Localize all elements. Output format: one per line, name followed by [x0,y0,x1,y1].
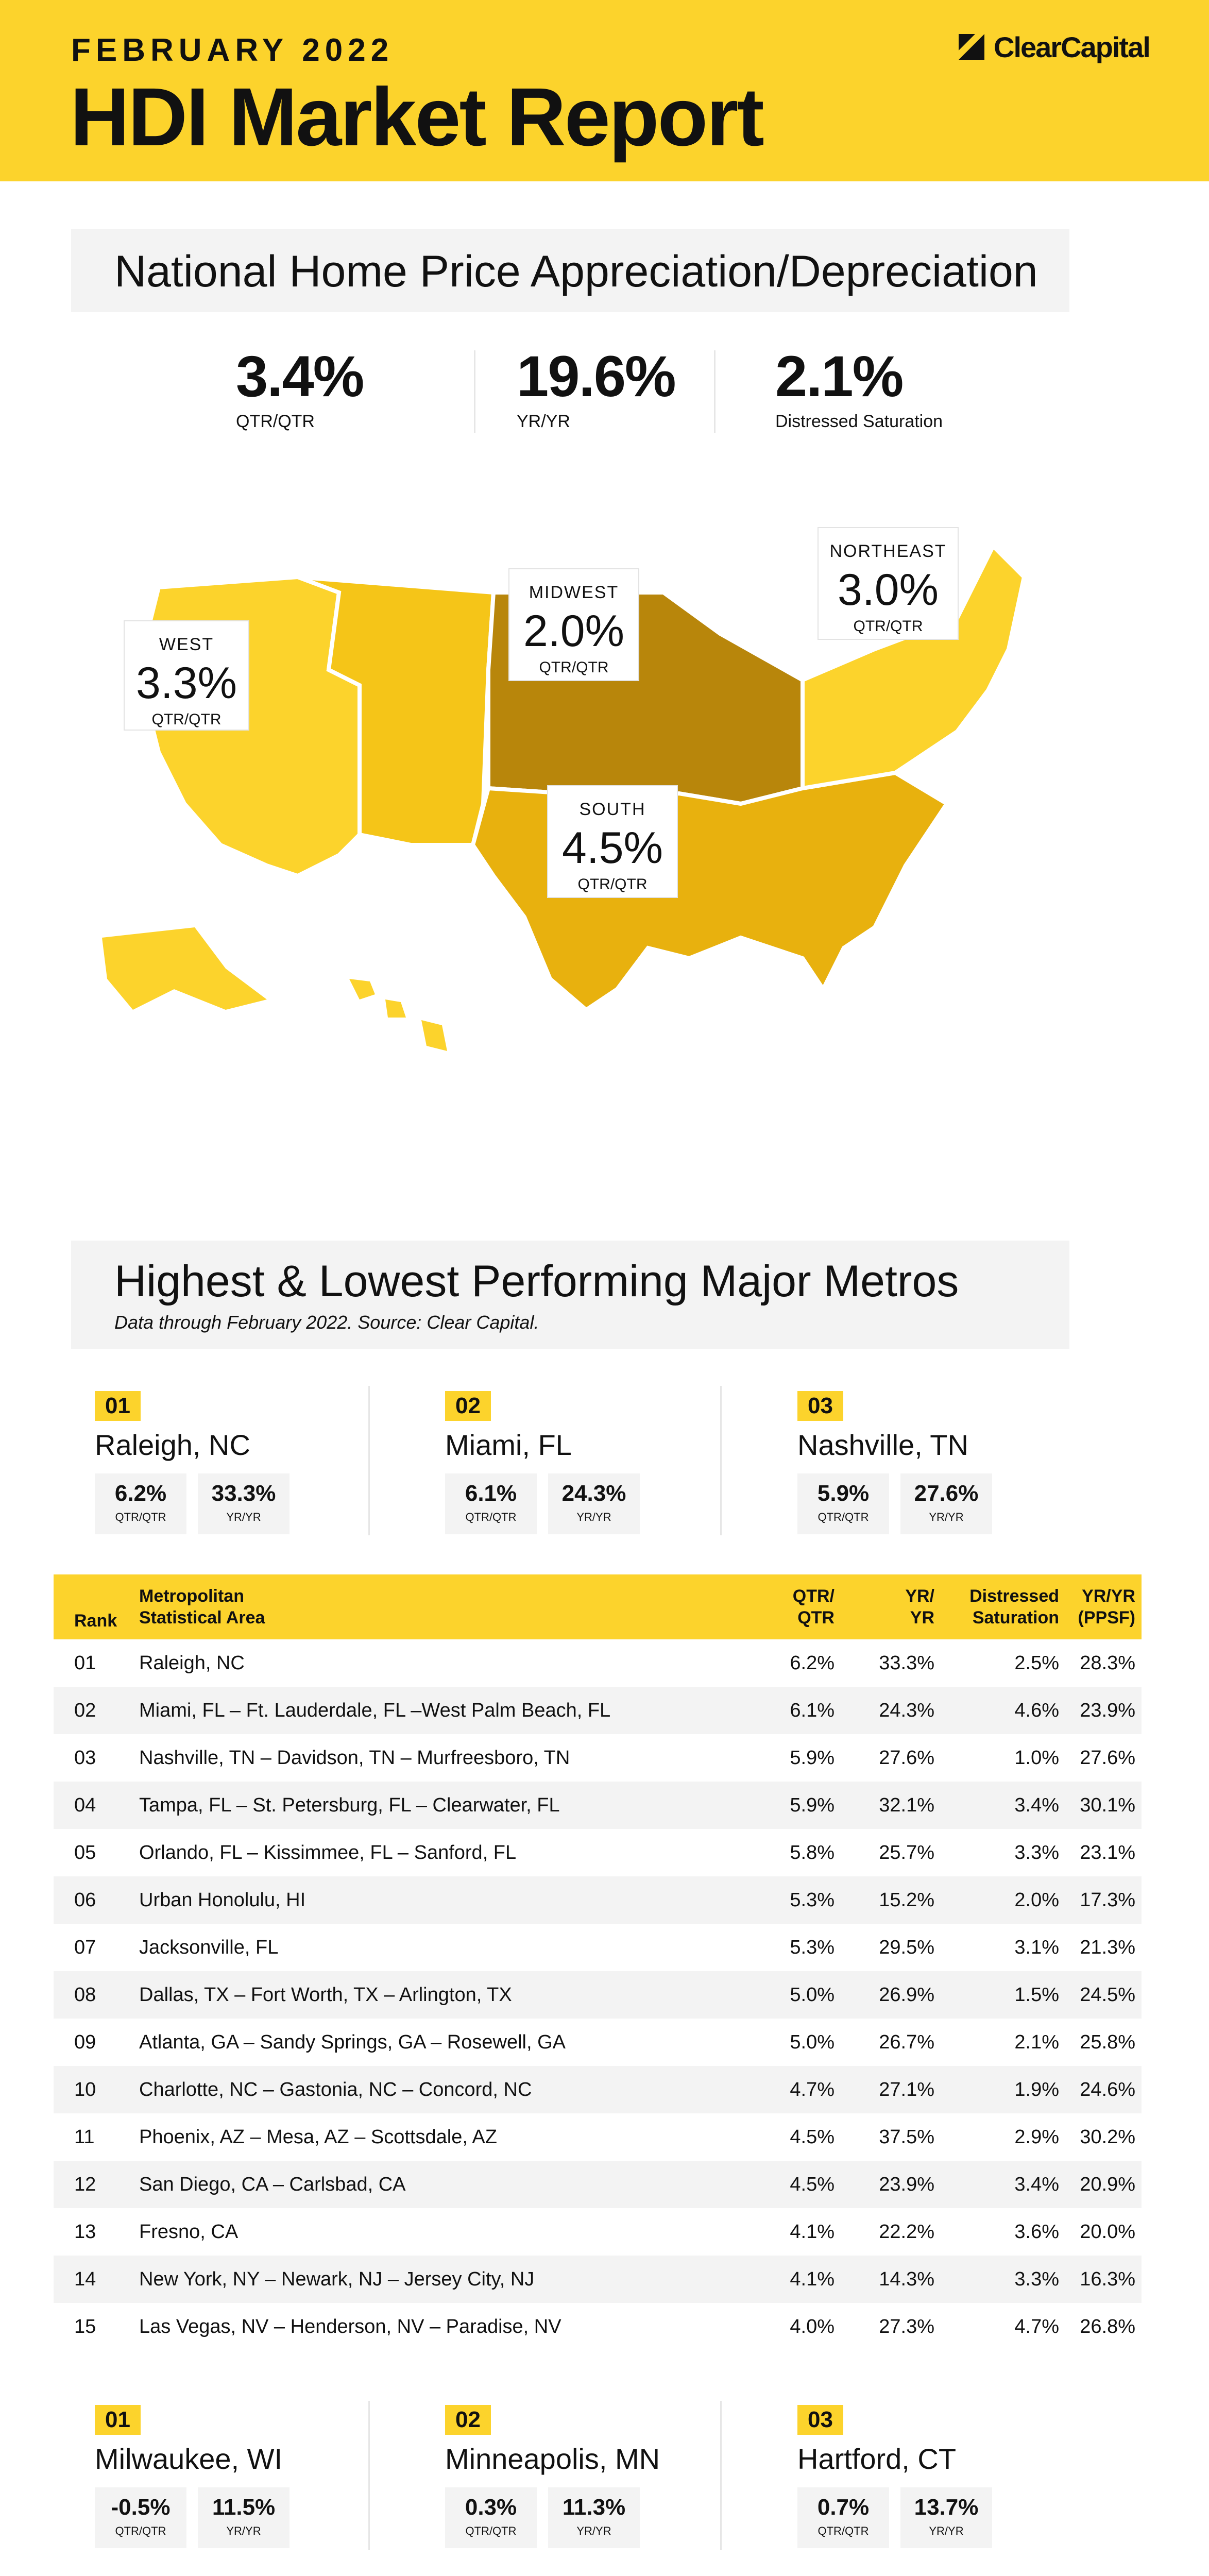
report-date: FEBRUARY 2022 [71,32,394,68]
table-row [54,2161,1142,2208]
card-yr-value: 11.3% [562,2495,626,2520]
table-row [54,2256,1142,2303]
cell-ppsf: 30.1% [1080,1794,1135,1816]
cell-rank: 06 [74,1889,96,1911]
region-value: 2.0% [523,606,625,656]
card-rank: 03 [797,2405,843,2435]
card-yr-pill [548,1473,640,1534]
header-ppsf-line1: YR/YR [1082,1586,1135,1606]
cell-metro-name: Nashville, TN – Davidson, TN – Murfreesboro, TN [139,1747,570,1769]
region-name: NORTHEAST [829,541,947,561]
cell-yr: 23.9% [879,2174,934,2195]
alaska-shape [102,927,267,1010]
header-qtr-line1: QTR/ [792,1586,835,1606]
table-row [54,2066,1142,2113]
card-city: Minneapolis, MN [445,2443,660,2475]
card-qtr-value: 5.9% [817,1481,870,1506]
top-metro-card [445,1391,764,1546]
cell-yr: 27.1% [879,2079,934,2100]
cell-rank: 04 [74,1794,96,1816]
card-yr-value: 11.5% [212,2495,276,2520]
metros-subheading: Data through February 2022. Source: Clear Capital. [114,1312,539,1333]
cell-ppsf: 24.5% [1080,1984,1135,2006]
cell-ppsf: 23.9% [1080,1700,1135,1721]
cell-metro-name: San Diego, CA – Carlsbad, CA [139,2174,406,2195]
cell-rank: 10 [74,2079,96,2100]
stat-label: YR/YR [517,412,570,431]
cell-ppsf: 25.8% [1080,2031,1135,2053]
cell-metro-name: Miami, FL – Ft. Lauderdale, FL –West Palm Beach, FL [139,1700,611,1721]
cell-qtr: 5.9% [790,1794,835,1816]
cell-distressed: 2.5% [1014,1652,1059,1674]
cell-qtr: 5.3% [790,1937,835,1958]
divider [714,350,716,433]
cell-rank: 01 [74,1652,96,1674]
card-qtr-pill [95,2487,186,2548]
stat-value: 3.4% [236,344,364,409]
cell-qtr: 5.0% [790,1984,835,2006]
callout-west [125,621,248,730]
card-yr-pill [900,2487,992,2548]
cell-rank: 02 [74,1700,96,1721]
cell-metro-name: Jacksonville, FL [139,1937,279,1958]
cell-qtr: 5.3% [790,1889,835,1911]
card-qtr-pill [797,2487,889,2548]
header-area-line1: Metropolitan [139,1586,244,1606]
cell-qtr: 5.8% [790,1842,835,1863]
header-area-line2: Statistical Area [139,1608,265,1628]
cell-metro-name: Dallas, TX – Fort Worth, TX – Arlington, TX [139,1984,512,2006]
cell-yr: 26.9% [879,1984,934,2006]
table-body [54,1639,1142,2350]
card-rank: 02 [445,2405,491,2435]
region-value: 4.5% [561,823,663,873]
card-qtr-pill [445,2487,537,2548]
card-qtr-label: QTR/QTR [818,2524,869,2537]
national-stat-distressed [775,343,943,432]
table-row [54,1687,1142,1734]
card-rank: 01 [95,1391,141,1421]
card-yr-pill [900,1473,992,1534]
table-row [54,1782,1142,1829]
divider [720,1386,722,1535]
cell-ppsf: 20.9% [1080,2174,1135,2195]
card-yr-value: 13.7% [914,2495,979,2520]
cell-rank: 03 [74,1747,96,1769]
cell-ppsf: 16.3% [1080,2268,1135,2290]
cell-rank: 09 [74,2031,96,2053]
cell-distressed: 4.7% [1014,2316,1059,2337]
cell-rank: 14 [74,2268,96,2290]
cell-distressed: 3.3% [1014,2268,1059,2290]
cell-distressed: 1.5% [1014,1984,1059,2006]
cell-metro-name: Fresno, CA [139,2221,239,2243]
card-yr-label: YR/YR [929,1511,964,1523]
cell-distressed: 3.4% [1014,1794,1059,1816]
cell-yr: 25.7% [879,1842,934,1863]
cell-distressed: 3.6% [1014,2221,1059,2243]
header-rank: Rank [74,1611,117,1631]
card-qtr-pill [445,1473,537,1534]
card-yr-label: YR/YR [576,1511,611,1523]
cell-ppsf: 28.3% [1080,1652,1135,1674]
card-qtr-value: 6.2% [114,1481,167,1506]
top-metro-card [797,1391,1117,1546]
us-region-map [71,515,1081,1133]
cell-ppsf: 27.6% [1080,1747,1135,1769]
cell-ppsf: 24.6% [1080,2079,1135,2100]
card-yr-pill [198,2487,290,2548]
cell-yr: 22.2% [879,2221,934,2243]
header-yr-line2: YR [910,1608,934,1628]
national-heading-band [71,229,1069,312]
bottom-metro-card [95,2405,414,2560]
cell-distressed: 3.4% [1014,2174,1059,2195]
card-rank: 02 [445,1391,491,1421]
cell-yr: 15.2% [879,1889,934,1911]
cell-metro-name: Tampa, FL – St. Petersburg, FL – Clearwater, FL [139,1794,560,1816]
divider [474,350,475,433]
cell-rank: 13 [74,2221,96,2243]
header-dist-line2: Saturation [972,1608,1059,1628]
metros-heading-band [71,1241,1069,1349]
cell-qtr: 4.5% [790,2174,835,2195]
cell-yr: 14.3% [879,2268,934,2290]
cell-yr: 26.7% [879,2031,934,2053]
region-label: QTR/QTR [151,711,222,728]
cell-ppsf: 26.8% [1080,2316,1135,2337]
region-name: MIDWEST [529,583,619,602]
stat-label: QTR/QTR [236,412,315,431]
region-value: 3.3% [135,658,237,708]
cell-rank: 07 [74,1937,96,1958]
cell-metro-name: Las Vegas, NV – Henderson, NV – Paradise, NV [139,2316,561,2337]
divider [368,1386,370,1535]
card-yr-value: 27.6% [914,1481,979,1506]
header-dist-line1: Distressed [969,1586,1059,1606]
national-heading: National Home Price Appreciation/Depreciation [114,247,1038,296]
region-value: 3.0% [837,565,939,615]
cell-distressed: 1.0% [1014,1747,1059,1769]
card-yr-label: YR/YR [226,2524,261,2537]
card-qtr-label: QTR/QTR [465,1511,517,1523]
stat-label: Distressed Saturation [775,412,943,431]
cell-qtr: 4.7% [790,2079,835,2100]
card-qtr-label: QTR/QTR [115,1511,166,1523]
cell-yr: 32.1% [879,1794,934,1816]
bottom-metro-card [797,2405,1117,2560]
card-qtr-pill [797,1473,889,1534]
cell-metro-name: Orlando, FL – Kissimmee, FL – Sanford, FL [139,1842,517,1863]
card-city: Miami, FL [445,1429,572,1461]
callout-midwest [509,569,638,680]
card-city: Nashville, TN [797,1429,968,1461]
card-qtr-label: QTR/QTR [115,2524,166,2537]
cell-qtr: 4.1% [790,2268,835,2290]
divider [720,2401,722,2550]
card-city: Hartford, CT [797,2443,957,2475]
cell-rank: 05 [74,1842,96,1863]
cell-distressed: 2.0% [1014,1889,1059,1911]
stat-value: 2.1% [775,344,903,409]
bottom-metro-card [445,2405,764,2560]
metros-heading: Highest & Lowest Performing Major Metros [114,1257,959,1306]
table-header [54,1574,1142,1639]
table-row [54,1971,1142,2019]
national-stat-yr [517,343,675,432]
card-qtr-label: QTR/QTR [465,2524,517,2537]
divider [368,2401,370,2550]
region-label: QTR/QTR [853,618,923,635]
cell-distressed: 4.6% [1014,1700,1059,1721]
cell-ppsf: 23.1% [1080,1842,1135,1863]
top-metro-card [95,1391,414,1546]
cell-distressed: 3.1% [1014,1937,1059,1958]
card-qtr-value: 0.3% [465,2495,517,2520]
cell-metro-name: Atlanta, GA – Sandy Springs, GA – Rosewell, GA [139,2031,566,2053]
cell-distressed: 2.9% [1014,2126,1059,2148]
cell-metro-name: Phoenix, AZ – Mesa, AZ – Scottsdale, AZ [139,2126,497,2148]
cell-yr: 24.3% [879,1700,934,1721]
region-name: WEST [159,635,214,654]
table-row [54,1829,1142,1876]
cell-metro-name: Urban Honolulu, HI [139,1889,306,1911]
table-row [54,1924,1142,1971]
cell-qtr: 6.1% [790,1700,835,1721]
table-row [54,1876,1142,1924]
card-yr-pill [548,2487,640,2548]
cell-yr: 33.3% [879,1652,934,1674]
card-qtr-value: -0.5% [111,2495,171,2520]
card-qtr-label: QTR/QTR [818,1511,869,1523]
region-label: QTR/QTR [539,659,609,676]
report-title: HDI Market Report [70,71,763,163]
cell-rank: 12 [74,2174,96,2195]
cell-yr: 27.6% [879,1747,934,1769]
report-header [0,0,1209,181]
card-qtr-value: 0.7% [817,2495,870,2520]
table-row [54,1639,1142,1687]
header-qtr-line2: QTR [797,1608,835,1628]
cell-qtr: 5.9% [790,1747,835,1769]
cell-metro-name: New York, NY – Newark, NJ – Jersey City, NJ [139,2268,535,2290]
cell-ppsf: 20.0% [1080,2221,1135,2243]
card-rank: 01 [95,2405,141,2435]
cell-rank: 11 [74,2126,95,2148]
cell-qtr: 5.0% [790,2031,835,2053]
card-qtr-pill [95,1473,186,1534]
table-row [54,2019,1142,2066]
top-metros-table [54,1574,1142,2350]
header-ppsf-line2: (PPSF) [1078,1608,1135,1628]
national-stat-qtr [236,343,363,432]
table-row [54,1734,1142,1782]
cell-qtr: 4.5% [790,2126,835,2148]
cell-qtr: 4.1% [790,2221,835,2243]
clear-capital-logo[interactable] [955,30,1150,64]
cell-metro-name: Charlotte, NC – Gastonia, NC – Concord, NC [139,2079,532,2100]
hawaii-shape [349,979,447,1051]
cell-yr: 37.5% [879,2126,934,2148]
table-row [54,2113,1142,2161]
card-yr-value: 33.3% [211,1481,276,1506]
card-yr-label: YR/YR [929,2524,964,2537]
cell-qtr: 4.0% [790,2316,835,2337]
logo-text: ClearCapital [994,30,1150,63]
card-city: Raleigh, NC [95,1429,250,1461]
card-qtr-value: 6.1% [465,1481,517,1506]
cell-qtr: 6.2% [790,1652,835,1674]
cell-distressed: 2.1% [1014,2031,1059,2053]
cell-ppsf: 30.2% [1080,2126,1135,2148]
cell-ppsf: 17.3% [1080,1889,1135,1911]
logo-mark-icon [955,30,989,64]
south-region [473,773,947,1010]
card-yr-pill [198,1473,290,1534]
cell-rank: 08 [74,1984,96,2006]
cell-distressed: 1.9% [1014,2079,1059,2100]
cell-ppsf: 21.3% [1080,1937,1135,1958]
cell-yr: 29.5% [879,1937,934,1958]
cell-distressed: 3.3% [1014,1842,1059,1863]
cell-metro-name: Raleigh, NC [139,1652,245,1674]
card-rank: 03 [797,1391,843,1421]
cell-rank: 15 [74,2316,96,2337]
card-city: Milwaukee, WI [95,2443,283,2475]
table-row [54,2303,1142,2350]
stat-value: 19.6% [517,344,675,409]
table-row [54,2208,1142,2256]
region-name: SOUTH [579,800,646,819]
card-yr-value: 24.3% [561,1481,626,1506]
cell-yr: 27.3% [879,2316,934,2337]
card-yr-label: YR/YR [576,2524,611,2537]
header-yr-line1: YR/ [905,1586,934,1606]
callout-northeast [819,528,958,639]
callout-south [548,786,677,897]
card-yr-label: YR/YR [226,1511,261,1523]
region-label: QTR/QTR [577,876,648,893]
